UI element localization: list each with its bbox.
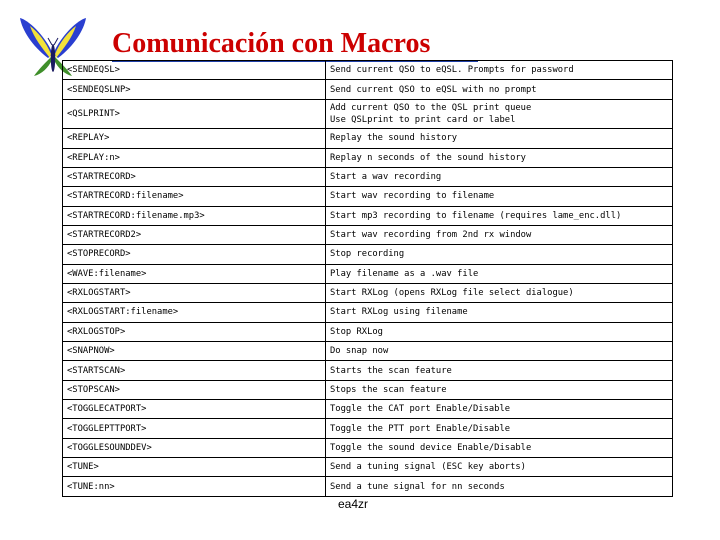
description-cell: Stop RXLog — [326, 322, 673, 341]
macro-cell: <TUNE> — [63, 458, 326, 477]
table-row — [63, 206, 673, 225]
description-cell: Replay the sound history — [326, 129, 673, 148]
table-row — [63, 187, 673, 206]
description-cell: Do snap now — [326, 342, 673, 361]
table-row — [63, 303, 673, 322]
description-cell: Toggle the CAT port Enable/Disable — [326, 400, 673, 419]
description-cell: Send a tune signal for nn seconds — [326, 477, 673, 497]
table-row — [63, 225, 673, 244]
table-row — [63, 438, 673, 457]
description-cell: Send current QSO to eQSL with no prompt — [326, 80, 673, 99]
description-cell: Toggle the sound device Enable/Disable — [326, 438, 673, 457]
description-cell: Stops the scan feature — [326, 380, 673, 399]
table-row — [63, 283, 673, 302]
description-cell: Start mp3 recording to filename (requires lame_enc.dll) — [326, 206, 673, 225]
table-row — [63, 264, 673, 283]
description-cell: Start a wav recording — [326, 167, 673, 186]
table-row — [63, 129, 673, 148]
description-cell: Add current QSO to the QSL print queue Use QSLprint to print card or label — [326, 99, 673, 129]
macro-cell: <STOPRECORD> — [63, 245, 326, 264]
table-row — [63, 245, 673, 264]
description-cell: Starts the scan feature — [326, 361, 673, 380]
description-cell: Start wav recording to filename — [326, 187, 673, 206]
macros-table-body — [63, 61, 673, 497]
table-row — [63, 80, 673, 99]
macro-cell: <SNAPNOW> — [63, 342, 326, 361]
table-row — [63, 148, 673, 167]
table-row — [63, 322, 673, 341]
description-cell: Play filename as a .wav file — [326, 264, 673, 283]
macro-cell: <REPLAY:n> — [63, 148, 326, 167]
macro-cell: <REPLAY> — [63, 129, 326, 148]
macro-cell: <STARTRECORD:filename.mp3> — [63, 206, 326, 225]
table-row — [63, 342, 673, 361]
table-row — [63, 380, 673, 399]
macro-cell: <QSLPRINT> — [63, 99, 326, 129]
description-cell: Send a tuning signal (ESC key aborts) — [326, 458, 673, 477]
page-title: Comunicación con Macros — [112, 28, 431, 59]
macro-cell: <STARTRECORD> — [63, 167, 326, 186]
macro-cell: <RXLOGSTART> — [63, 283, 326, 302]
macro-cell: <SENDEQSLNP> — [63, 80, 326, 99]
macro-cell: <STARTRECORD2> — [63, 225, 326, 244]
table-row — [63, 458, 673, 477]
description-cell: Start RXLog using filename — [326, 303, 673, 322]
table-row — [63, 61, 673, 80]
description-cell: Send current QSO to eQSL. Prompts for password — [326, 61, 673, 80]
table-row — [63, 361, 673, 380]
macro-cell: <TUNE:nn> — [63, 477, 326, 497]
macro-cell: <STOPSCAN> — [63, 380, 326, 399]
description-cell: Start RXLog (opens RXLog file select dialogue) — [326, 283, 673, 302]
table-row — [63, 477, 673, 497]
table-row — [63, 99, 673, 129]
footer-callsign: ea4zr — [338, 497, 369, 511]
macro-cell: <WAVE:filename> — [63, 264, 326, 283]
macro-cell: <TOGGLECATPORT> — [63, 400, 326, 419]
description-cell: Start wav recording from 2nd rx window — [326, 225, 673, 244]
macro-cell: <TOGGLEPTTPORT> — [63, 419, 326, 438]
description-cell: Replay n seconds of the sound history — [326, 148, 673, 167]
table-row — [63, 167, 673, 186]
table-row — [63, 419, 673, 438]
macro-cell: <RXLOGSTART:filename> — [63, 303, 326, 322]
macro-cell: <RXLOGSTOP> — [63, 322, 326, 341]
table-row — [63, 400, 673, 419]
macro-cell: <STARTSCAN> — [63, 361, 326, 380]
macros-table — [62, 60, 673, 497]
macro-cell: <SENDEQSL> — [63, 61, 326, 80]
macro-cell: <STARTRECORD:filename> — [63, 187, 326, 206]
description-cell: Toggle the PTT port Enable/Disable — [326, 419, 673, 438]
macro-cell: <TOGGLESOUNDDEV> — [63, 438, 326, 457]
description-cell: Stop recording — [326, 245, 673, 264]
